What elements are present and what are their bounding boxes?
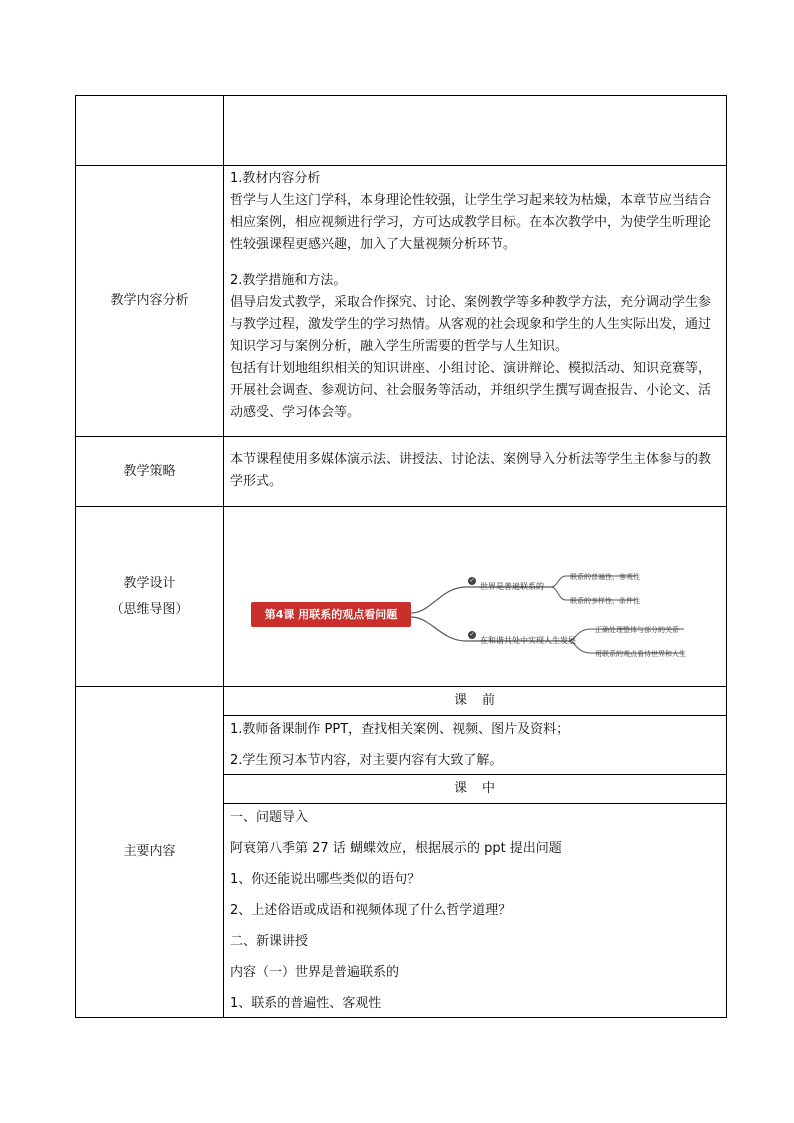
table-row-strategy [76,437,727,507]
before-class-header: 课 前 [224,687,726,716]
before-item-2: 2.学生预习本节内容，对主要内容有大致了解。 [230,753,503,768]
design-label-line2: （思维导图） [110,601,189,617]
mind-map-leaf-2-2: 用联系的观点看待世界和人生 [595,650,686,658]
top-label-cell [76,96,224,166]
analysis-paragraph-3: 包括有计划地组织相关的知识讲座、小组讨论、演讲辩论、模拟活动、知识竞赛等，开展社会调查、参观访问、社会服务等活动，并组织学生撰写调查报告、小论文、活动感受、学习体会等。 [230,361,712,420]
analysis-gap [230,256,720,270]
mind-map-leaf-1-2: 联系的多样性、条件性 [570,597,640,605]
strategy-content [224,437,727,507]
before-item-1: 1.教师备课制作 PPT，查找相关案例、视频、图片及资料； [230,722,570,737]
during-item-2: 阿衰第八季第 27 话 蝴蝶效应，根据展示的 ppt 提出问题 [230,841,562,856]
table-row-analysis [76,166,727,437]
main-content [224,687,727,1018]
strategy-text: 本节课程使用多媒体演示法、讲授法、讨论法、案例导入分析法等学生主体参与的教学形式。 [230,452,712,489]
check-icon: ✓ [469,577,475,584]
design-label [76,507,224,687]
mind-map-leaf-2-1: 正确处理整体与部分的关系 [595,626,679,634]
during-item-1: 一、问题导入 [230,810,309,825]
during-item-7: 1、联系的普遍性、客观性 [230,996,382,1011]
during-class-header: 课 中 [224,775,726,804]
mind-map-branch-1: 世界是普遍联系的 [480,582,544,591]
main-label: 主要内容 [76,687,224,1018]
during-item-6: 内容（一）世界是普遍联系的 [230,965,400,980]
analysis-heading-2: 2.教学措施和方法。 [230,273,347,288]
analysis-label: 教学内容分析 [76,166,224,437]
analysis-paragraph-2: 倡导启发式教学，采取合作探究、讨论、案例教学等多种教学方法，充分调动学生参与教学过程，激发学生的学习热情。从客观的社会现象和学生的人生实际出发，通过知识学习与案例分析，融入学生所需要的哲学与人生知识。 [230,295,712,354]
during-item-5: 二、新课讲授 [230,934,309,949]
before-class-list [224,716,726,775]
mind-map-root: 第4课 用联系的观点看问题 [251,602,411,627]
analysis-content [224,166,727,437]
mind-map [246,545,736,665]
design-content [224,507,727,687]
analysis-paragraph-1: 哲学与人生这门学科，本身理论性较强，让学生学习起来较为枯燥，本章节应当结合相应案例，相应视频进行学习，方可达成教学目标。在本次教学中，为使学生听理论性较强课程更感兴趣，加入了大量视频分析环节。 [230,193,712,252]
during-class-list [224,804,726,1017]
strategy-label: 教学策略 [76,437,224,507]
check-icon: ✓ [469,631,475,638]
during-item-4: 2、上述俗语或成语和视频体现了什么哲学道理？ [230,903,512,918]
table-row-top [76,96,727,166]
mind-map-branch-2: 在和谐共处中实现人生发展 [480,636,576,645]
during-item-3: 1、你还能说出哪些类似的语句？ [230,872,421,887]
mind-map-leaf-1-1: 联系的普遍性、客观性 [570,573,640,581]
table-row-design [76,507,727,687]
lesson-plan-table [75,95,727,1018]
table-row-main [76,687,727,1018]
analysis-heading-1: 1.教材内容分析 [230,171,321,186]
design-label-line1: 教学设计 [123,575,176,591]
top-content-cell [224,96,727,166]
